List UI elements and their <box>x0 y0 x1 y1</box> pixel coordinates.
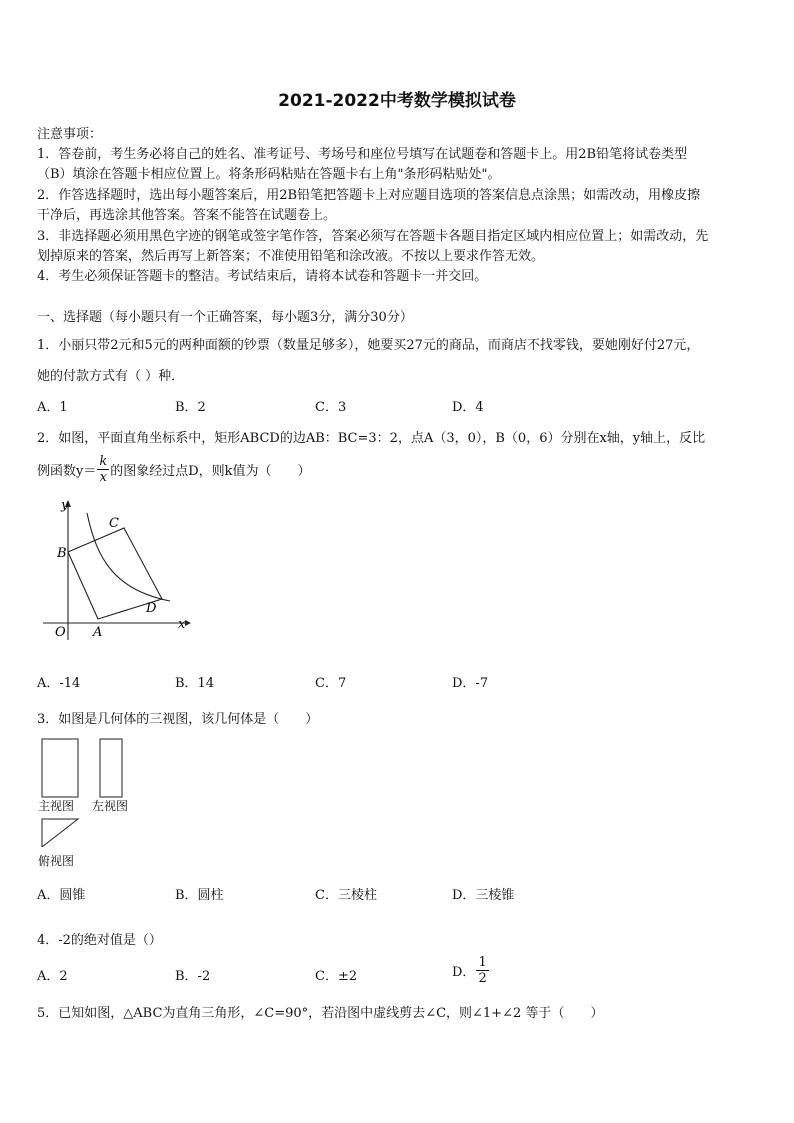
label-y: y <box>61 498 69 513</box>
question-1-text: 1．小丽只带2元和5元的两种面额的钞票（数量足够多），她要买27元的商品，而商店不找零钱，要她刚好付27元， <box>37 338 700 353</box>
notice-line: 1．答卷前，考生务必将自己的姓名、准考证号、考场号和座位号填写在试题卷和答题卡上。用2B铅笔将试卷类型 <box>37 147 688 162</box>
left-view-label: 左视图 <box>92 799 129 813</box>
section-heading: 一、选择题（每小题只有一个正确答案，每小题3分，满分30分） <box>37 310 413 325</box>
label-a: A <box>93 625 103 640</box>
q4-option-a[interactable]: A．2 <box>37 969 68 984</box>
q3-option-d[interactable]: D．三棱锥 <box>452 888 515 903</box>
q2-frac-den: x <box>99 470 107 485</box>
q4-option-b[interactable]: B．-2 <box>175 969 211 984</box>
q3-option-a[interactable]: A．圆锥 <box>37 888 86 903</box>
q1-option-d[interactable]: D．4 <box>452 400 484 415</box>
q2-text-post: 的图象经过点D，则k值为（ ） <box>110 464 311 479</box>
q2-text-pre: 例函数y＝ <box>37 464 97 479</box>
label-o: O <box>55 625 66 640</box>
q3-three-views-figure <box>38 737 138 847</box>
top-view-triangle <box>42 819 78 847</box>
q3-option-b[interactable]: B．圆柱 <box>175 888 224 903</box>
notice-line: 干净后，再选涂其他答案。答案不能答在试题卷上。 <box>37 208 337 223</box>
label-x: x <box>178 617 186 632</box>
page-title: 2021-2022中考数学模拟试卷 <box>278 91 516 111</box>
q1-option-b[interactable]: B．2 <box>175 400 206 415</box>
hyperbola-curve <box>87 513 170 601</box>
question-2-text-cont <box>37 454 311 485</box>
q1-option-a[interactable]: A．1 <box>37 400 68 415</box>
q4-option-d-label: D． <box>452 965 476 980</box>
q4-d-den: 2 <box>478 971 487 986</box>
q2-frac-num: k <box>99 454 108 469</box>
question-1-text-cont: 她的付款方式有（ ）种． <box>37 369 185 384</box>
label-b: B <box>57 546 67 561</box>
label-d: D <box>146 601 157 616</box>
q4-option-c[interactable]: C．±2 <box>315 969 358 984</box>
question-2-text: 2．如图，平面直角坐标系中，矩形ABCD的边AB：BC=3：2，点A（3，0），B（0，6）分别在x轴，y轴上，反比 <box>37 431 706 446</box>
notice-line: 划掉原来的答案，然后再写上新答案；不准使用铅笔和涂改液。不按以上要求作答无效。 <box>37 249 545 264</box>
q4-d-num: 1 <box>478 955 487 970</box>
notice-heading: 注意事项： <box>37 127 103 142</box>
notice-line: 3．非选择题必须用黑色字迹的钢笔或签字笔作答，答案必须写在答题卡各题目指定区域内相应位置上；如需改动，先 <box>37 229 709 244</box>
q1-option-c[interactable]: C．3 <box>315 400 347 415</box>
question-3-text: 3．如图是几何体的三视图，该几何体是（ ） <box>37 712 319 727</box>
q2-option-b[interactable]: B．14 <box>175 676 215 691</box>
front-view-rect <box>42 739 78 797</box>
q2-fraction <box>97 454 109 485</box>
q4-option-d-fraction <box>476 955 488 986</box>
notice-line: （B）填涂在答题卡相应位置上。将条形码粘贴在答题卡右上角"条形码粘贴处"。 <box>37 167 501 182</box>
q2-coordinate-figure <box>35 495 195 645</box>
x-axis-arrow <box>185 620 191 626</box>
top-view-label: 俯视图 <box>38 854 75 868</box>
notice-line: 2．作答选择题时，选出每小题答案后，用2B铅笔把答题卡上对应题目选项的答案信息点涂黑；如需改动，用橡皮擦 <box>37 188 701 203</box>
question-5-text: 5．已知如图，△ABC为直角三角形，∠C=90°，若沿图中虚线剪去∠C，则∠1+∠2 等于（ ） <box>37 1006 604 1021</box>
q2-option-a[interactable]: A．-14 <box>37 676 81 691</box>
q3-option-c[interactable]: C．三棱柱 <box>315 888 377 903</box>
front-view-label: 主视图 <box>38 799 75 813</box>
question-4-text: 4．-2的绝对值是（） <box>37 933 162 948</box>
q4-option-d[interactable] <box>452 955 490 986</box>
q2-option-d[interactable]: D．-7 <box>452 676 489 691</box>
q2-option-c[interactable]: C．7 <box>315 676 347 691</box>
left-view-rect <box>100 739 122 797</box>
notice-line: 4．考生必须保证答题卡的整洁。考试结束后，请将本试卷和答题卡一并交回。 <box>37 269 488 284</box>
label-c: C <box>109 516 119 531</box>
